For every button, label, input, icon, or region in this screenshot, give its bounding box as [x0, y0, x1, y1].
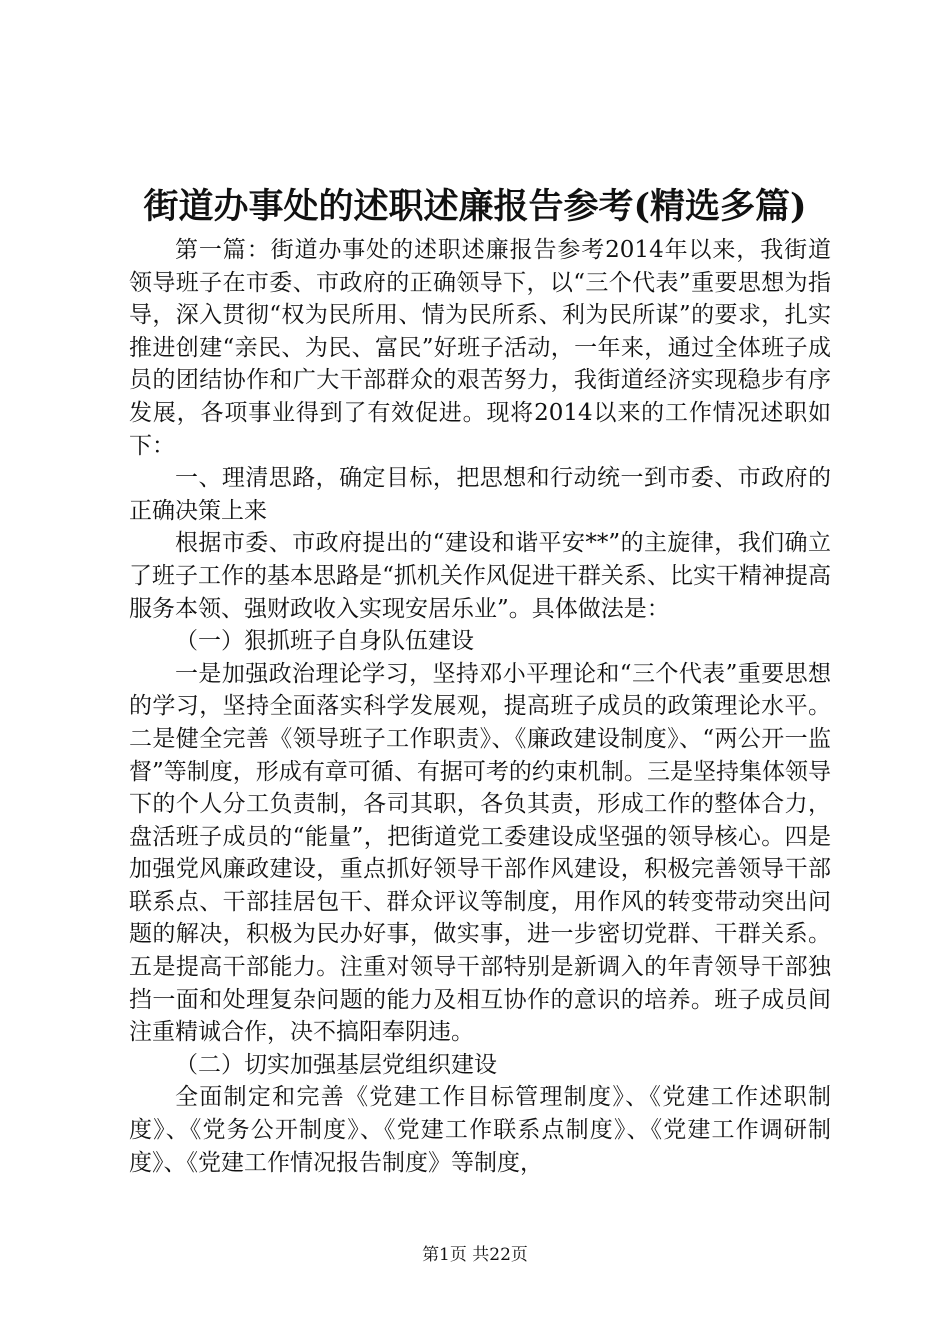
paragraph-party-organization: 全面制定和完善《党建工作目标管理制度》、《党建工作述职制度》、《党务公开制度》、《党建工作联系点制度》、《党建工作调研制度》、《党建工作情况报告制度》等制度，	[129, 1084, 831, 1176]
subsection-heading-two: （二）切实加强基层党组织建设	[175, 1051, 497, 1078]
document-body	[129, 234, 831, 1179]
page-footer: 第1页 共22页	[422, 1245, 528, 1265]
document-title: 街道办事处的述职述廉报告参考(精选多篇)	[143, 186, 807, 227]
section-heading-one: 一、理清思路，确定目标，把思想和行动统一到市委、市政府的正确决策上来	[129, 465, 831, 524]
paragraph-intro: 第一篇：街道办事处的述职述廉报告参考2014年以来，我街道领导班子在市委、市政府的正确领导下，以“三个代表”重要思想为指导，深入贯彻“权为民所用、情为民所系、利为民所谋”的要求，扎实推进创建“亲民、为民、富民”好班子活动，一年来，通过全体班子成员的团结协作和广大干部群众的艰苦努力，我街道经济实现稳步有序发展，各项事业得到了有效促进。现将2014以来的工作情况述职如下：	[129, 237, 831, 459]
paragraph-approach: 根据市委、市政府提出的“建设和谐平安**”的主旋律，我们确立了班子工作的基本思路是“抓机关作风促进干群关系、比实干精神提高服务本领、强财政收入实现安居乐业”。具体做法是：	[129, 530, 831, 622]
subsection-heading-one: （一）狠抓班子自身队伍建设	[175, 628, 474, 655]
paragraph-team-building: 一是加强政治理论学习，坚持邓小平理论和“三个代表”重要思想的学习，坚持全面落实科学发展观，提高班子成员的政策理论水平。二是健全完善《领导班子工作职责》、《廉政建设制度》、“两公开一监督”等制度，形成有章可循、有据可考的约束机制。三是坚持集体领导下的个人分工负责制，各司其职，各负其责，形成工作的整体合力，盘活班子成员的“能量”，把街道党工委建设成坚强的领导核心。四是加强党风廉政建设，重点抓好领导干部作风建设，积极完善领导干部联系点、干部挂居包干、群众评议等制度，用作风的转变带动突出问题的解决，积极为民办好事，做实事，进一步密切党群、干群关系。五是提高干部能力。注重对领导干部特别是新调入的年青领导干部独挡一面和处理复杂问题的能力及相互协作的意识的培养。班子成员间注重精诚合作，决不搞阳奉阴违。	[129, 660, 831, 1046]
